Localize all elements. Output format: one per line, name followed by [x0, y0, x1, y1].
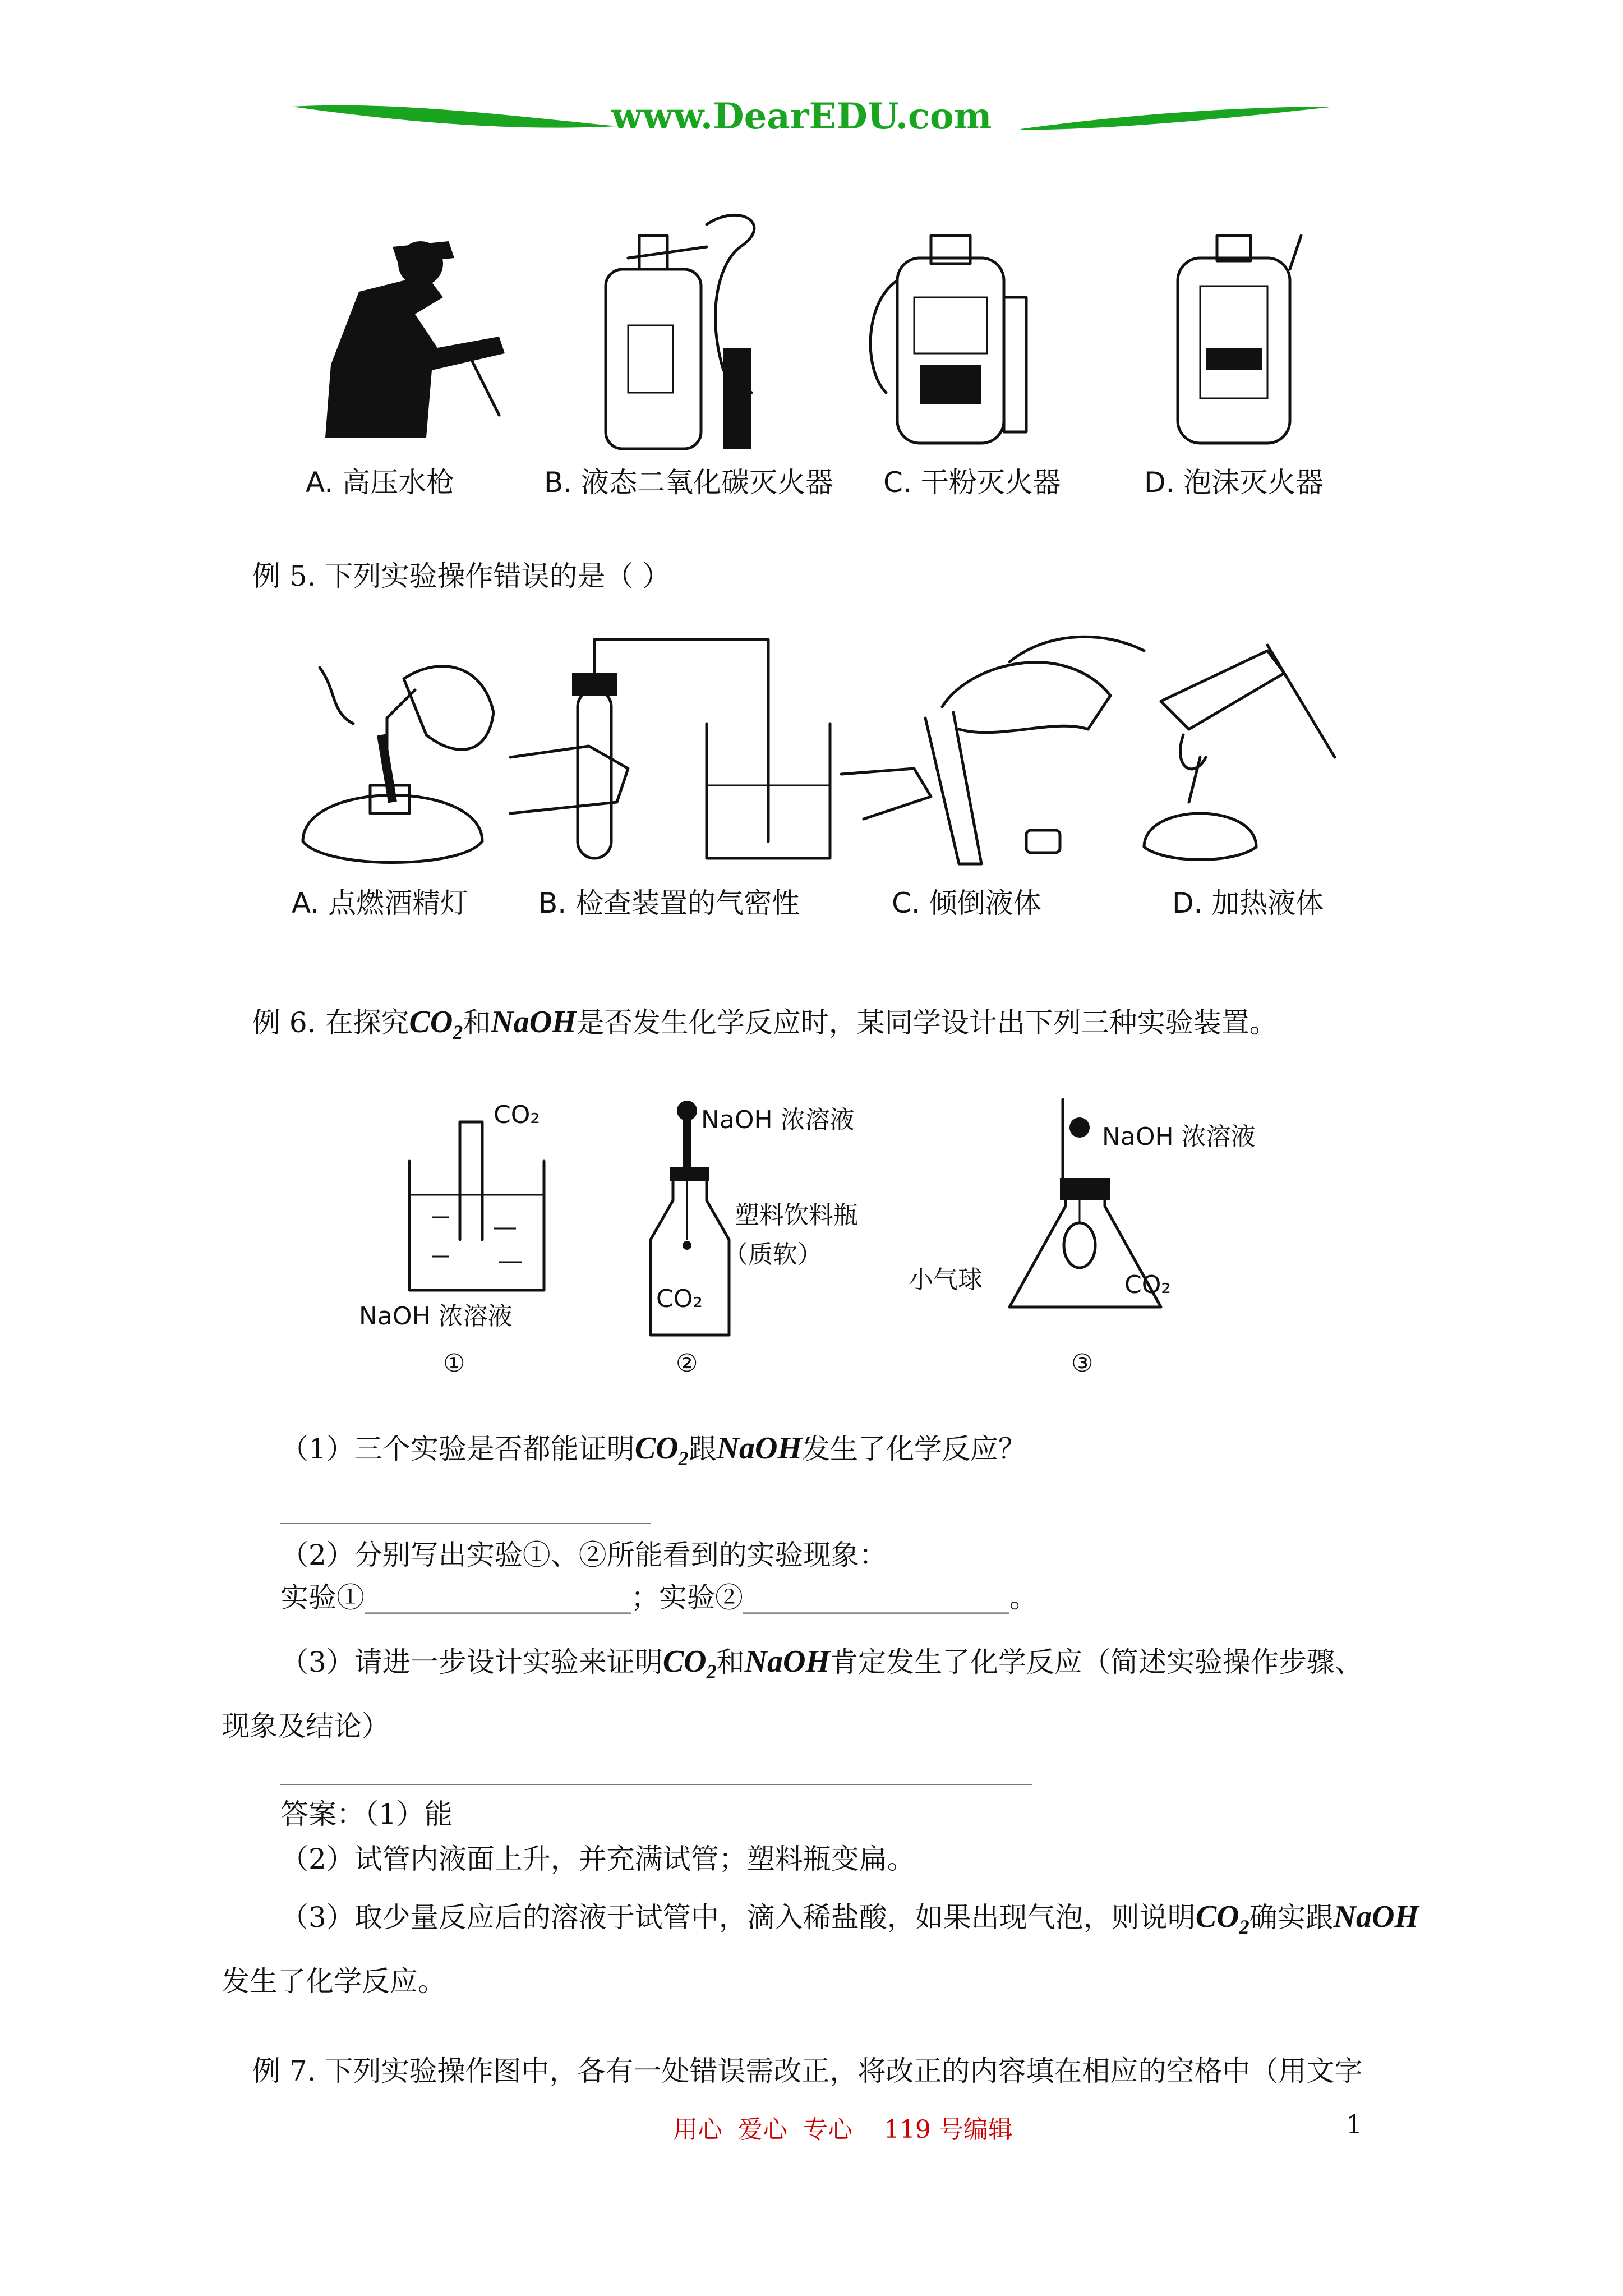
foam-extinguisher-figure	[1166, 224, 1346, 449]
ex6-q-co2: $CO_2$	[409, 1005, 463, 1044]
footer-center: 用心 爱心 专心 119 号编辑	[673, 2115, 1013, 2144]
ex6-q3-co2: $CO_2$	[662, 1644, 717, 1683]
ex6-ans3-co2: $CO_2$	[1195, 1899, 1249, 1939]
pouring-liquid-figure	[830, 628, 1144, 875]
airtightness-check-figure	[505, 634, 819, 892]
ex6-q-pre: 例 6. 在探究	[252, 1006, 409, 1039]
ex4-option-b: B. 液态二氧化碳灭火器	[544, 466, 834, 499]
ex5-option-a: A. 点燃酒精灯	[292, 887, 469, 919]
ex6-answer-line-3	[280, 1784, 1032, 1785]
water-cannon-figure	[314, 224, 494, 449]
apparatus-2-number: ②	[676, 1349, 698, 1378]
apparatus-1-number: ①	[443, 1349, 465, 1378]
alcohol-lamp-lighting-figure	[292, 645, 516, 892]
apparatus-2-soft-label: （质软）	[723, 1240, 822, 1269]
ex6-question-1: （1）三个实验是否都能证明$CO_2$跟NaOH发生了化学反应？	[280, 1431, 1027, 1470]
ex6-question-3-cont: 现象及结论）	[222, 1710, 390, 1742]
powder-extinguisher-figure	[864, 224, 1043, 449]
ex6-ans3-naoh: NaOH	[1333, 1899, 1419, 1934]
ex6-q3-naoh: NaOH	[744, 1644, 831, 1679]
ex4-option-d: D. 泡沫灭火器	[1144, 466, 1324, 499]
ex5-option-b: B. 检查装置的气密性	[538, 887, 800, 919]
apparatus-1-naoh-label: NaOH 浓溶液	[359, 1302, 513, 1331]
ex6-answer-1: 答案：（1）能	[280, 1798, 453, 1830]
ex6-answer-line-1	[280, 1523, 651, 1524]
apparatus-3-number: ③	[1071, 1349, 1094, 1378]
example5-question: 例 5. 下列实验操作错误的是（ ）	[252, 560, 671, 592]
ex4-option-a: A. 高压水枪	[306, 466, 455, 499]
heating-liquid-figure	[1122, 634, 1380, 881]
ex4-option-c: C. 干粉灭火器	[883, 466, 1061, 499]
ex6-q-post: 是否发生化学反应时，某同学设计出下列三种实验装置。	[576, 1006, 1278, 1039]
apparatus-3-naoh-label: NaOH 浓溶液	[1102, 1122, 1256, 1151]
ex6-q-mid: 和	[463, 1006, 491, 1039]
apparatus-2-bottle-label: 塑料饮料瓶	[735, 1201, 858, 1230]
example6-question	[252, 1004, 1278, 1050]
apparatus-3-balloon-label: 小气球	[909, 1266, 983, 1294]
page-number: 1	[1346, 2109, 1363, 2139]
ex6-answer-3-cont: 发生了化学反应。	[222, 1965, 446, 1998]
apparatus-1-beaker	[398, 1116, 566, 1307]
example7-question: 例 7. 下列实验操作图中，各有一处错误需改正，将改正的内容填在相应的空格中（用文字	[252, 2055, 1363, 2087]
co2-extinguisher-figure	[594, 202, 774, 426]
ex6-answer-2: （2）试管内液面上升，并充满试管；塑料瓶变扁。	[280, 1843, 915, 1875]
ex6-q1-co2: $CO_2$	[634, 1431, 689, 1470]
ex6-answer-3: （3）取少量反应后的溶液于试管中，滴入稀盐酸，如果出现气泡，则说明$CO_2$确实跟NaOH	[280, 1899, 1419, 1939]
ex6-question-3: （3）请进一步设计实验来证明$CO_2$和NaOH肯定发生了化学反应（简述实验操作步骤、	[280, 1644, 1363, 1683]
ex6-question-2-blanks: 实验①___________________；实验②___________________。	[280, 1581, 1038, 1614]
apparatus-2-naoh-label: NaOH 浓溶液	[701, 1106, 855, 1134]
ex5-option-c: C. 倾倒液体	[892, 887, 1041, 919]
site-title: www.DearEDU.com	[611, 95, 992, 137]
ex6-question-2: （2）分别写出实验①、②所能看到的实验现象：	[280, 1539, 887, 1571]
ex5-option-d: D. 加热液体	[1172, 887, 1324, 919]
ex6-q1-naoh: NaOH	[716, 1431, 803, 1466]
apparatus-1-co2-label: CO₂	[494, 1101, 540, 1129]
apparatus-2-co2-label: CO₂	[656, 1285, 703, 1313]
apparatus-3-co2-label: CO₂	[1124, 1271, 1171, 1299]
ex6-q-naoh: NaOH	[491, 1005, 577, 1039]
